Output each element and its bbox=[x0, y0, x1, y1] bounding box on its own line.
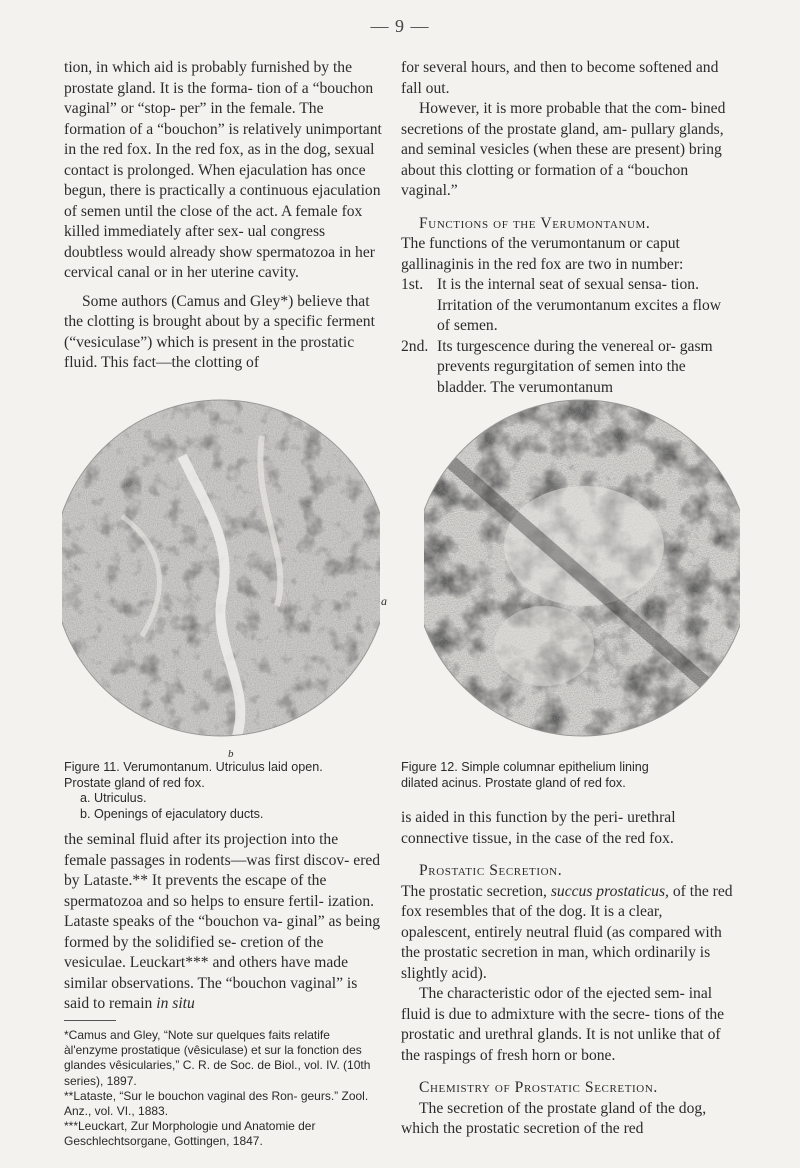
right-column-top bbox=[401, 58, 735, 398]
footnotes bbox=[64, 1028, 384, 1150]
caption-line: Figure 11. Verumontanum. Utriculus laid open. bbox=[64, 760, 323, 774]
paragraph: The characteristic odor of the ejected sem- inal fluid is due to admixture with the secre- tions of the prostatic and urethral glands. It is not unlike that of the raspings of fresh horn or bone. bbox=[401, 985, 725, 1064]
footnote-rule bbox=[64, 1020, 116, 1021]
list-text: Its turgescence during the venereal or- gasm prevents regurgitation of semen into the bladder. The verumontanum bbox=[437, 337, 713, 396]
figure-label-a: a bbox=[381, 594, 387, 608]
caption-key-b: b. Openings of ejaculatory ducts. bbox=[80, 806, 264, 821]
paragraph: is aided in this function by the peri- urethral connective tissue, in the case of the red fox. bbox=[401, 809, 676, 847]
caption-line: dilated acinus. Prostate gland of red fox. bbox=[401, 775, 626, 790]
list-number: 2nd. bbox=[401, 337, 429, 355]
paragraph bbox=[401, 882, 735, 985]
caption-line: Prostate gland of red fox. bbox=[64, 775, 205, 790]
list-number: 1st. bbox=[401, 276, 424, 293]
list-item bbox=[401, 337, 735, 399]
list-item bbox=[401, 275, 735, 337]
paragraph bbox=[64, 830, 382, 1015]
left-column-top bbox=[64, 58, 382, 374]
paragraph: Some authors (Camus and Gley*) believe that the clotting is brought about by a specific ferment (“vesiculase”) which is present in the prostatic fluid. This fact—the clotting of bbox=[64, 292, 375, 371]
section-heading: Prostatic Secretion. bbox=[419, 862, 563, 879]
micrograph-image bbox=[62, 396, 380, 740]
right-column-bottom bbox=[401, 808, 735, 1140]
paragraph: The secretion of the prostate gland of the dog, which the prostatic secretion of the red bbox=[401, 1099, 707, 1137]
caption-line: Figure 12. Simple columnar epithelium lining bbox=[401, 760, 649, 774]
italic-term: succus prostaticus, bbox=[550, 882, 669, 900]
italic-term: in situ bbox=[156, 995, 195, 1012]
left-column-bottom bbox=[64, 830, 382, 1015]
section-heading: Chemistry of Prostatic Secretion. bbox=[419, 1079, 658, 1096]
paragraph: for several hours, and then to become softened and fall out. bbox=[401, 59, 719, 97]
figure-12-micrograph bbox=[424, 396, 740, 740]
figure-11-micrograph bbox=[62, 396, 380, 740]
micrograph-image bbox=[424, 396, 740, 740]
footnote: ***Leuckart, Zur Morphologie und Anatomie der Geschlechtsorgane, Gottingen, 1847. bbox=[64, 1119, 316, 1149]
page-number: — 9 — bbox=[370, 16, 430, 36]
paragraph-text: The prostatic secretion, bbox=[401, 882, 547, 900]
figure-11-caption bbox=[64, 760, 394, 822]
paragraph: However, it is more probable that the com- bined secretions of the prostate gland, am- pullary glands, and seminal vesicles (when these are present) bring about this clotting or formation of a “bouchon vaginal.” bbox=[401, 100, 726, 199]
list-text: It is the internal seat of sexual sensa- tion. Irritation of the verumontanum excites a flow of semen. bbox=[437, 276, 722, 334]
paragraph-text: the seminal fluid after its projection into the female passages in rodents—was first discov- ered by Lataste.** It prevents the escape of the spermatozoa and so helps to ensure fertil- ization. Lataste speaks of the “bouchon va- ginal” as being formed by the solidified se- cretion of the vesiculae. Leuckart*** and others have made similar observations. The “bouchon vaginal” is said to remain bbox=[64, 831, 381, 1012]
caption-key-a: a. Utriculus. bbox=[80, 791, 147, 805]
section-heading: Functions of the Verumontanum. bbox=[419, 214, 651, 232]
footnote: **Lataste, “Sur le bouchon vaginal des Ron- geurs.” Zool. Anz., vol. VI., 1883. bbox=[64, 1088, 369, 1119]
paragraph: tion, in which aid is probably furnished by the prostate gland. It is the forma- tion of a “bouchon vaginal” or “stop- per” in the female. The formation of a “bouchon” is relatively unimportant in the red fox. In the red fox, as in the dog, sexual contact is prolonged. When ejaculation has once begun, there is practically a continuous ejaculation of semen until the close of the act. A female fox killed immediately after sex- ual congress doubtless would already show spermatozoa in her cervical canal or in her uterine cavity. bbox=[64, 59, 382, 281]
paragraph: The functions of the verumontanum or caput gallinaginis in the red fox are two in number: bbox=[401, 235, 684, 273]
figure-label-b: b bbox=[228, 748, 234, 760]
footnote: *Camus and Gley, “Note sur quelques faits relatife àl'enzyme prostatique (vêsiculase) et sur la fonction des glandes vêsicularies,” C. R. de Soc. de Biol., vol. IV. (10th series), 1897. bbox=[64, 1028, 371, 1088]
figure-12-caption bbox=[401, 760, 741, 791]
paragraph-text: of the red fox resembles that of the dog. It is a clear, opalescent, entirely neutral fluid (as compared with the prostatic secretion in man, which ordinarily is slightly acid). bbox=[401, 882, 733, 982]
